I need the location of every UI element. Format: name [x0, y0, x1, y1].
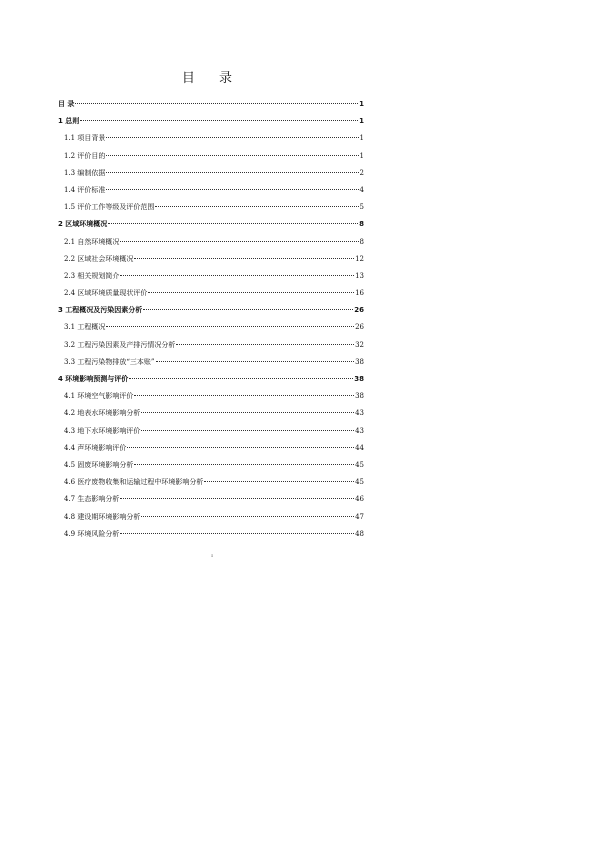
toc-entry[interactable]	[58, 251, 364, 268]
toc-entry-title: 3.1 工程概况	[64, 323, 106, 332]
toc-entry-title: 1.5 评价工作等级及评价范围	[64, 203, 155, 212]
toc-entry-title: 4.6 医疗废物收集和运输过程中环境影响分析	[64, 478, 204, 487]
toc-entry-page-number: 5	[359, 203, 364, 212]
toc-entry-page-number: 1	[359, 117, 364, 126]
toc-entry[interactable]	[58, 354, 364, 371]
toc-entry-title: 4.4 声环境影响评价	[64, 443, 127, 452]
toc-entry[interactable]	[58, 319, 364, 336]
toc-entry-page-number: 47	[355, 512, 364, 521]
page-number: I	[211, 553, 213, 558]
toc-entry-page-number: 4	[359, 185, 364, 194]
toc-entry[interactable]	[58, 474, 364, 491]
toc-entry-title: 1.3 编制依据	[64, 168, 106, 177]
toc-entry-page-number: 12	[355, 254, 364, 263]
toc-entry-title: 1.2 评价目的	[64, 151, 106, 160]
toc-entry[interactable]	[58, 199, 364, 216]
toc-entry-page-number: 38	[355, 392, 364, 401]
toc-dot-leader	[108, 223, 358, 224]
toc-entry[interactable]	[58, 491, 364, 508]
toc-entry-page-number: 46	[355, 495, 364, 504]
toc-dot-leader	[204, 481, 354, 482]
toc-dot-leader	[141, 412, 354, 413]
toc-entry[interactable]	[58, 268, 364, 285]
toc-entry-page-number: 26	[354, 306, 364, 315]
toc-entry-title: 4.3 地下水环境影响评价	[64, 426, 141, 435]
toc-entry[interactable]	[58, 130, 364, 147]
toc-dot-leader	[156, 361, 355, 362]
toc-dot-leader	[106, 137, 358, 138]
toc-entry-page-number: 13	[355, 271, 364, 280]
toc-dot-leader	[106, 189, 358, 190]
toc-dot-leader	[80, 120, 358, 121]
toc-entry-page-number: 26	[355, 323, 364, 332]
toc-entry-page-number: 43	[355, 426, 364, 435]
toc-dot-leader	[141, 516, 354, 517]
toc-dot-leader	[134, 464, 354, 465]
toc-entry-page-number: 43	[355, 409, 364, 418]
toc-entry[interactable]	[58, 509, 364, 526]
table-of-contents	[58, 96, 364, 543]
toc-entry-title: 目 录	[58, 100, 75, 108]
toc-entry-page-number: 44	[355, 443, 364, 452]
toc-dot-leader	[120, 275, 354, 276]
toc-entry-title: 4.7 生态影响分析	[64, 495, 120, 504]
toc-entry[interactable]	[58, 182, 364, 199]
toc-entry[interactable]	[58, 234, 364, 251]
toc-entry-title: 4 环境影响预测与评价	[58, 375, 129, 383]
toc-entry-page-number: 38	[354, 375, 364, 383]
toc-entry[interactable]	[58, 457, 364, 474]
toc-entry-page-number: 32	[355, 340, 364, 349]
toc-entry-title: 4.8 建设期环境影响分析	[64, 512, 141, 521]
toc-dot-leader	[106, 172, 358, 173]
toc-entry-title: 1.1 项目背景	[64, 134, 106, 143]
toc-entry-title: 2 区域环境概况	[58, 220, 108, 229]
toc-entry-title: 3 工程概况及污染因素分析	[58, 306, 143, 315]
toc-entry[interactable]	[58, 113, 364, 130]
toc-entry-page-number: 2	[359, 168, 364, 177]
toc-entry[interactable]	[58, 440, 364, 457]
toc-entry-page-number: 1	[359, 134, 364, 143]
toc-dot-leader	[106, 155, 358, 156]
toc-dot-leader	[143, 309, 353, 310]
toc-entry-title: 2.3 相关规划简介	[64, 271, 120, 280]
toc-dot-leader	[134, 395, 354, 396]
toc-entry[interactable]	[58, 337, 364, 354]
toc-entry[interactable]	[58, 302, 364, 319]
toc-entry-page-number: 45	[355, 478, 364, 487]
toc-entry-page-number: 38	[355, 357, 364, 366]
toc-entry-page-number: 1	[359, 100, 364, 108]
toc-dot-leader	[134, 258, 354, 259]
toc-entry-page-number: 8	[359, 237, 364, 246]
toc-dot-leader	[75, 103, 358, 104]
toc-entry-title: 3.2 工程污染因素及产排污情况分析	[64, 340, 176, 349]
toc-entry-title: 3.3 工程污染物排放“三本账”	[64, 357, 155, 366]
toc-dot-leader	[127, 447, 354, 448]
toc-dot-leader	[106, 326, 354, 327]
toc-dot-leader	[129, 378, 353, 379]
toc-entry-page-number: 8	[359, 220, 364, 229]
toc-entry-title: 1 总则	[58, 117, 80, 126]
toc-entry-title: 1.4 评价标准	[64, 185, 106, 194]
toc-dot-leader	[141, 430, 354, 431]
toc-entry[interactable]	[58, 423, 364, 440]
toc-entry-page-number: 45	[355, 460, 364, 469]
toc-entry-title: 2.1 自然环境概况	[64, 237, 120, 246]
toc-dot-leader	[120, 498, 354, 499]
toc-dot-leader	[176, 344, 354, 345]
toc-dot-leader	[120, 241, 358, 242]
toc-entry[interactable]	[58, 148, 364, 165]
toc-entry[interactable]	[58, 165, 364, 182]
toc-entry-page-number: 16	[355, 289, 364, 298]
toc-entry-title: 2.2 区域社会环境概况	[64, 254, 134, 263]
toc-entry-title: 4.1 环境空气影响评价	[64, 392, 134, 401]
toc-entry-title: 4.5 固废环境影响分析	[64, 460, 134, 469]
toc-title: 目 录	[181, 71, 243, 86]
toc-dot-leader	[148, 292, 354, 293]
toc-entry[interactable]	[58, 388, 364, 405]
toc-entry-title: 4.2 地表水环境影响分析	[64, 409, 141, 418]
toc-entry[interactable]	[58, 371, 364, 388]
toc-entry[interactable]	[58, 216, 364, 233]
toc-entry-page-number: 1	[359, 151, 364, 160]
toc-entry-title: 4.9 环境风险分析	[64, 529, 120, 538]
toc-entry[interactable]	[58, 526, 364, 543]
toc-entry-title: 2.4 区域环境质量现状评价	[64, 289, 148, 298]
toc-entry[interactable]	[58, 96, 364, 113]
toc-entry-page-number: 48	[355, 529, 364, 538]
toc-entry[interactable]	[58, 285, 364, 302]
toc-dot-leader	[155, 206, 358, 207]
toc-dot-leader	[120, 533, 354, 534]
toc-entry[interactable]	[58, 405, 364, 422]
